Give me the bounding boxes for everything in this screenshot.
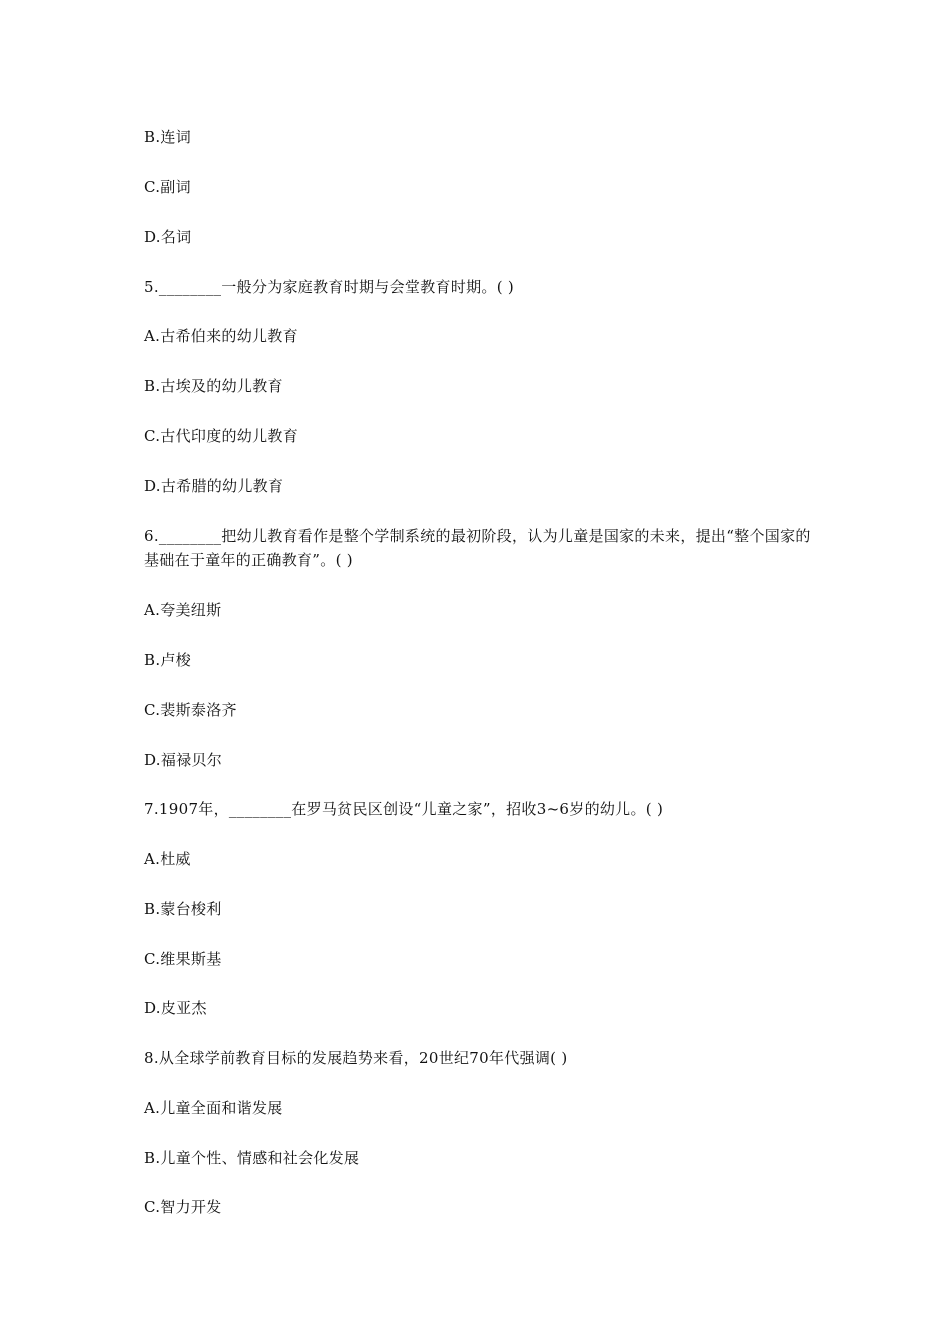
- question-5: 5.________一般分为家庭教育时期与会堂教育时期。( ): [144, 278, 515, 296]
- question-8: 8.从全球学前教育目标的发展趋势来看，20世纪70年代强调( ): [144, 1049, 568, 1067]
- question-6: 6.________把幼儿教育看作是整个学制系统的最初阶段，认为儿童是国家的未来，提出“整个国家的基础在于童年的正确教育”。( ): [144, 527, 811, 569]
- q5-option-a: A.古希伯来的幼儿教育: [144, 327, 298, 345]
- q7-option-d: D.皮亚杰: [144, 999, 207, 1017]
- q6-option-d: D.福禄贝尔: [144, 751, 223, 769]
- q8-option-b: B.儿童个性、情感和社会化发展: [144, 1149, 360, 1167]
- q5-option-b: B.古埃及的幼儿教育: [144, 377, 283, 395]
- q4-option-c: C.副词: [144, 178, 191, 196]
- question-7: 7.1907年，________在罗马贫民区创设“儿童之家”，招收3~6岁的幼儿。( ): [144, 800, 664, 818]
- q8-option-a: A.儿童全面和谐发展: [144, 1099, 283, 1117]
- q7-option-c: C.维果斯基: [144, 950, 222, 968]
- q7-option-a: A.杜威: [144, 850, 191, 868]
- q8-option-c: C.智力开发: [144, 1198, 222, 1216]
- q5-option-d: D.古希腊的幼儿教育: [144, 477, 284, 495]
- q6-option-a: A.夸美纽斯: [144, 601, 222, 619]
- q4-option-d: D.名词: [144, 228, 192, 246]
- q5-option-c: C.古代印度的幼儿教育: [144, 427, 299, 445]
- q6-option-c: C.裴斯泰洛齐: [144, 701, 237, 719]
- q7-option-b: B.蒙台梭利: [144, 900, 222, 918]
- q6-option-b: B.卢梭: [144, 651, 191, 669]
- q4-option-b: B.连词: [144, 128, 191, 146]
